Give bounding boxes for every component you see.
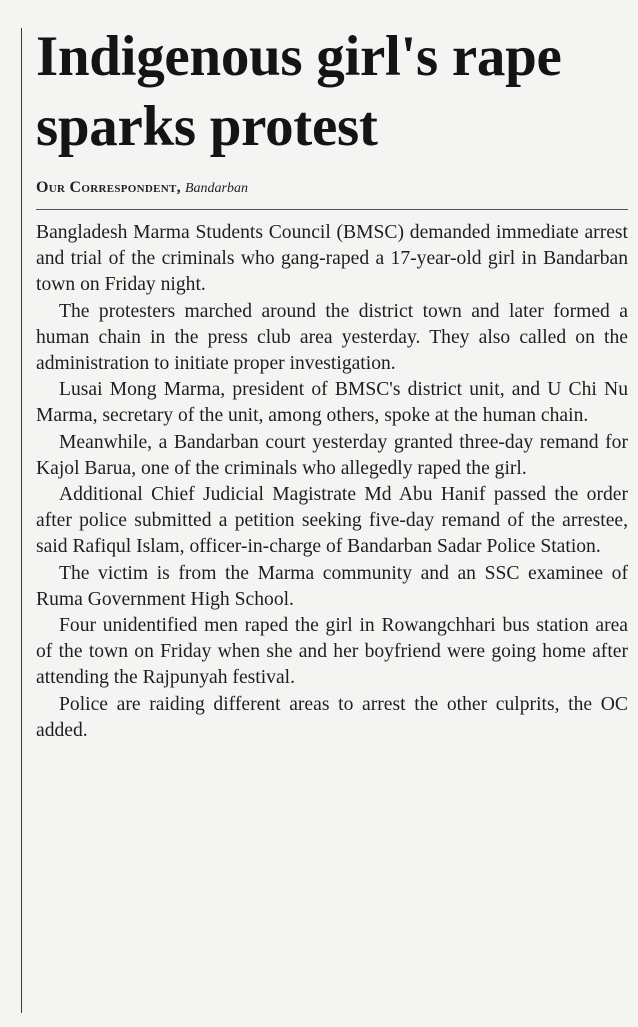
paragraph: The protesters marched around the district town and later formed a human chain in the press club area yesterday. They also called on the administration to initiate proper investigation.	[36, 300, 628, 375]
paragraph: Meanwhile, a Bandarban court yesterday granted three-day remand for Kajol Barua, one of the criminals who allegedly raped the girl.	[36, 431, 628, 479]
paragraph: Four unidentified men raped the girl in Rowangchhari bus station area of the town on Friday when she and her boyfriend were going home after attending the Rajpunyah festival.	[36, 615, 628, 689]
paragraph: Additional Chief Judicial Magistrate Md Abu Hanif passed the order after police submitted a petition seeking five-day remand of the arrestee, said Rafiqul Islam, officer-in-charge of Bandarban Sadar Police Station.	[36, 484, 628, 558]
news-article	[36, 22, 628, 744]
byline-author: Our Correspondent,	[36, 179, 181, 196]
byline	[36, 178, 628, 210]
paragraph: Police are raiding different areas to arrest the other culprits, the OC added.	[36, 693, 628, 741]
byline-location: Bandarban	[184, 181, 248, 196]
article-body	[36, 220, 628, 744]
column-divider	[21, 28, 22, 1013]
paragraph: Lusai Mong Marma, president of BMSC's district unit, and U Chi Nu Marma, secretary of the unit, among others, spoke at the human chain.	[36, 379, 628, 427]
paragraph: The victim is from the Marma community and an SSC examinee of Ruma Government High School.	[36, 562, 628, 610]
headline: Indigenous girl's rape sparks protest	[36, 25, 562, 158]
paragraph: Bangladesh Marma Students Council (BMSC) demanded immediate arrest and trial of the criminals who gang-raped a 17-year-old girl in Bandarban town on Friday night.	[36, 222, 628, 296]
